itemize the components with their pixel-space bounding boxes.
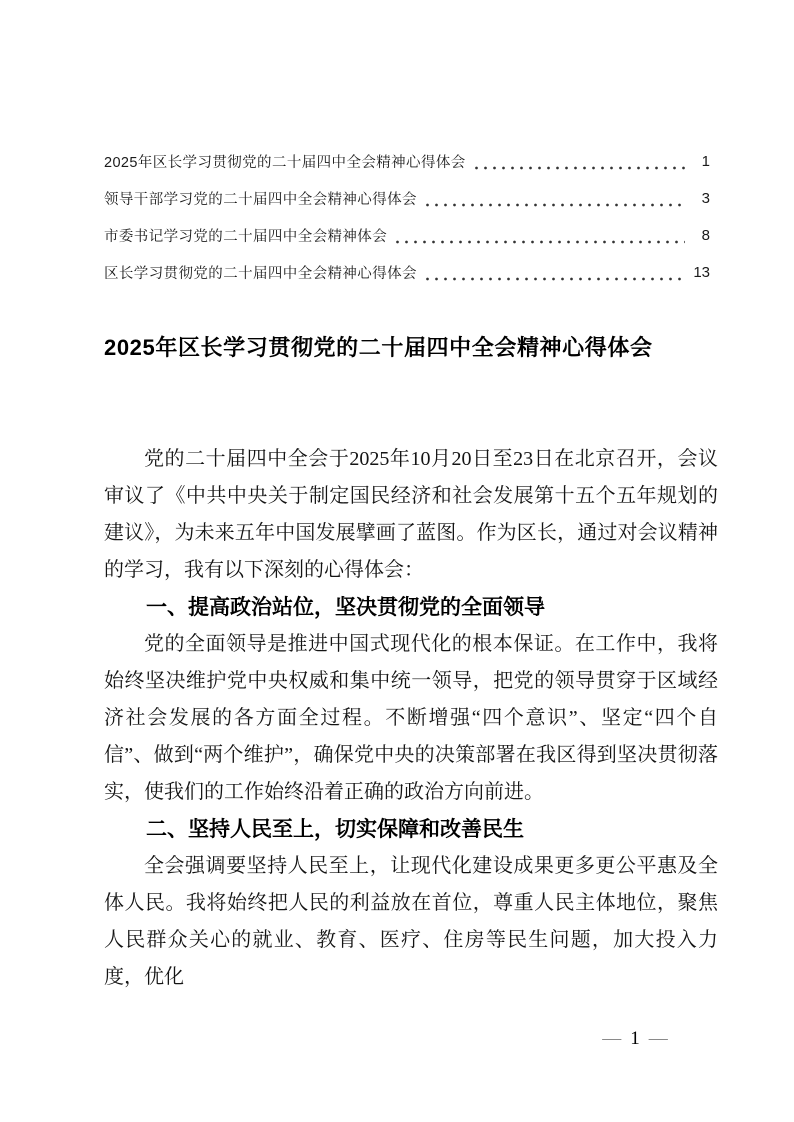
toc-entry-title: 市委书记学习党的二十届四中全会精神体会: [104, 229, 388, 245]
toc-dot-leader: [426, 203, 685, 207]
toc-entry-title: 区长学习贯彻党的二十届四中全会精神心得体会: [104, 266, 417, 282]
page-number-footer: [555, 1028, 715, 1050]
page-title: 2025年区长学习贯彻党的二十届四中全会精神心得体会: [104, 335, 653, 360]
toc-dot-leader: [396, 240, 685, 244]
toc-dot-leader: [475, 166, 685, 170]
toc-page-number: 1: [701, 153, 710, 170]
intro-paragraph: 党的二十届四中全会于2025年10月20日至23日在北京召开，会议审议了《中共中央关于制定国民经济和社会发展第十五个五年规划的建议》，为未来五年中国发展擘画了蓝图。作为区长，通过对会议精神的学习，我有以下深刻的心得体会：: [104, 448, 718, 581]
document-body: [104, 441, 718, 996]
toc-page-number: 8: [701, 227, 710, 244]
toc-dot-leader: [426, 277, 685, 281]
toc-entry-title: 领导干部学习党的二十届四中全会精神心得体会: [104, 192, 417, 208]
section-heading-1: 一、提高政治站位，坚决贯彻党的全面领导: [146, 596, 545, 619]
section-heading-2: 二、坚持人民至上，切实保障和改善民生: [146, 818, 524, 841]
toc-page-number: 13: [693, 264, 710, 281]
footer-dash-right: —: [648, 1028, 668, 1049]
toc-entry[interactable]: [104, 143, 710, 180]
section-1-paragraph: 党的全面领导是推进中国式现代化的根本保证。在工作中，我将始终坚决维护党中央权威和集中统一领导，把党的领导贯穿于区域经济社会发展的各方面全过程。不断增强“四个意识”、坚定“四个自信”、做到“两个维护”，确保党中央的决策部署在我区得到坚决贯彻落实，使我们的工作始终沿着正确的政治方向前进。: [104, 633, 718, 803]
toc-entry[interactable]: [104, 217, 710, 254]
footer-dash-left: —: [602, 1028, 622, 1049]
toc-entry-title: 2025年区长学习贯彻党的二十届四中全会精神心得体会: [104, 155, 466, 171]
toc-page-number: 3: [701, 190, 710, 207]
toc-entry[interactable]: [104, 180, 710, 217]
toc-entry[interactable]: [104, 254, 710, 291]
table-of-contents: [104, 143, 710, 291]
section-2-paragraph: 全会强调要坚持人民至上，让现代化建设成果更多更公平惠及全体人民。我将始终把人民的利益放在首位，尊重人民主体地位，聚焦人民群众关心的就业、教育、医疗、住房等民生问题，加大投入力度，优化: [104, 855, 718, 988]
footer-page-number: 1: [630, 1028, 640, 1049]
